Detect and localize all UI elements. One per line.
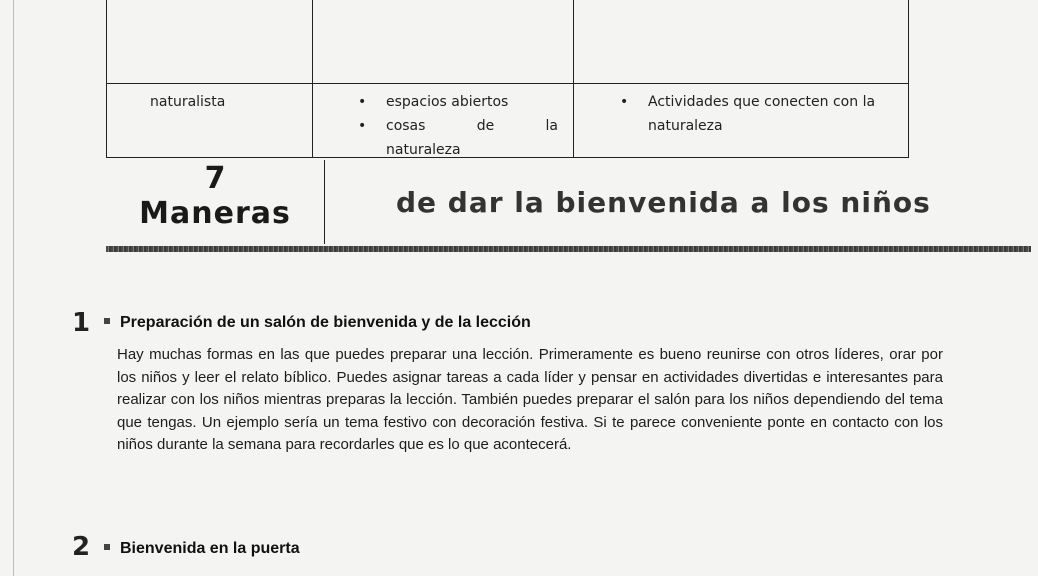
bullet-square-icon (104, 544, 110, 550)
activities-list (616, 90, 908, 138)
section-body: Hay muchas formas en las que puedes preparar una lección. Primeramente es bueno reunirse con otros líderes, orar por los niños y leer el relato bíblico. Puedes asignar tareas a cada líder y pensar en actividades divertidas e interesantes para realizar con los niños mientras preparas la lección. También puedes preparar el salón para los niños dependiendo del tema que tengas. Un ejemplo sería un tema festivo con decoración festiva. Si te parece conveniente ponte en contacto con los niños durante la semana para recordarles que es lo que acontecerá. (117, 346, 943, 453)
list-item: • Actividades que conecten con la naturaleza (616, 90, 908, 138)
table-divider-2 (573, 0, 574, 158)
scan-edge-line (13, 0, 14, 576)
bullet-square-icon (104, 318, 110, 324)
justified-line: • cosas de la (386, 118, 558, 134)
cell-text-naturalista: naturalista (150, 94, 226, 110)
heading-underline-bar (106, 246, 1031, 252)
section-number: 2 (72, 532, 91, 562)
table-row-divider (106, 83, 909, 84)
table-cell-activities (616, 90, 908, 138)
heading-subtitle: de dar la bienvenida a los niños (396, 186, 931, 219)
intelligences-table (106, 0, 909, 158)
heading-block (106, 160, 1031, 255)
list-item: • espacios abiertos (354, 90, 558, 114)
table-divider-1 (312, 0, 313, 158)
continuation-line: naturaleza (386, 142, 461, 158)
list-item (354, 114, 558, 162)
heading-number: 7 (204, 161, 226, 196)
section-heading: Preparación de un salón de bienvenida y de la lección (120, 314, 531, 331)
environment-list (354, 90, 558, 162)
section-number: 1 (72, 308, 91, 338)
section-heading: Bienvenida en la puerta (120, 540, 300, 557)
table-cell-intelligence (150, 90, 225, 114)
table-cell-environment (354, 90, 558, 162)
heading-word: Maneras (139, 196, 291, 231)
heading-number-box (106, 160, 325, 244)
